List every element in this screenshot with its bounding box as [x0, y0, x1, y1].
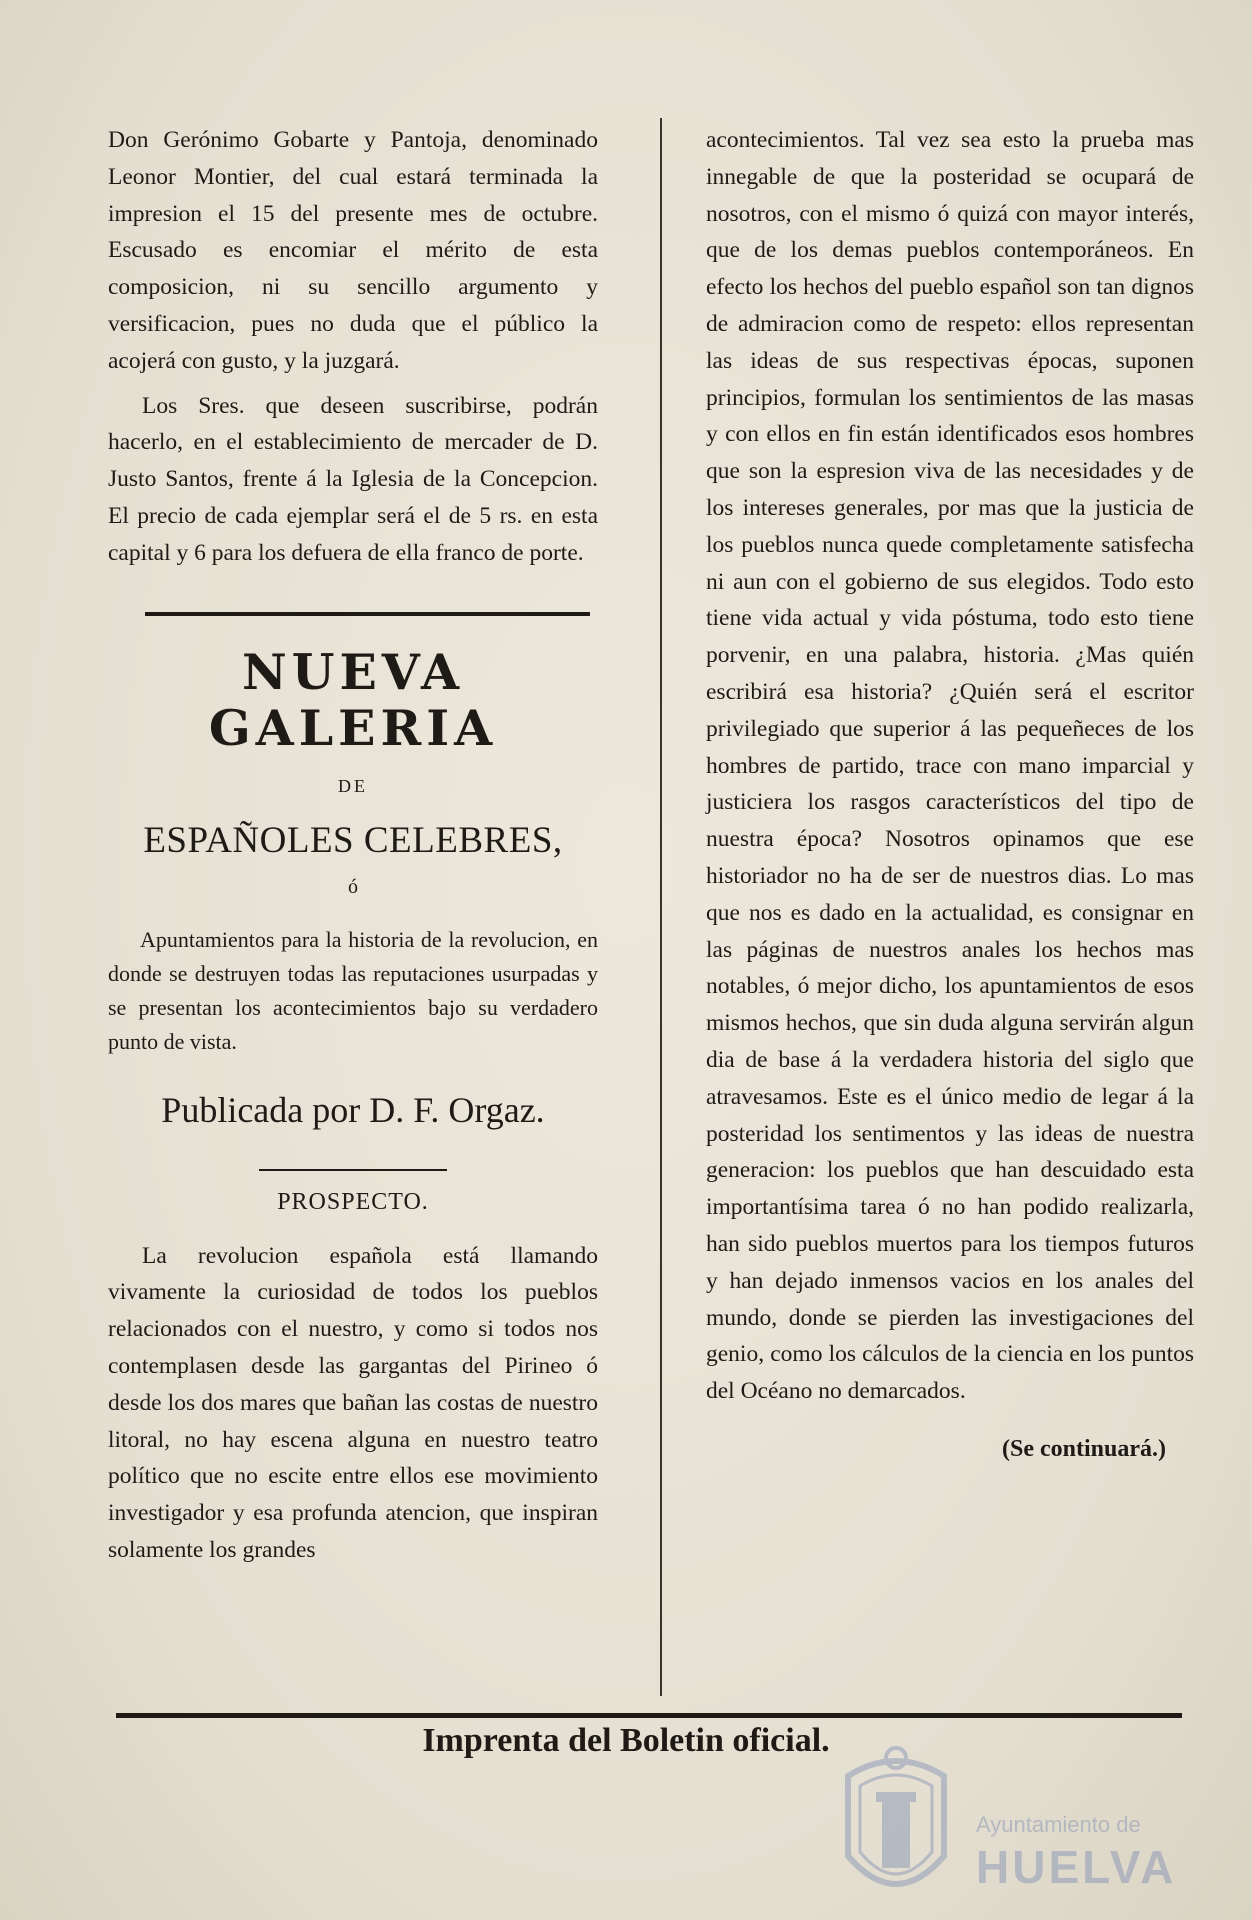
right-paragraph-1: acontecimientos. Tal vez sea esto la prueba mas innegable de que la posteridad se ocupará de nosotros, con el mismo ó quizá con mayor interés, que de los demas pueblos contemporáneos. En efecto los hechos del pueblo español son tan dignos de admiracion como de respeto: ellos representan las ideas de sus respectivas épocas, suponen principios, formulan los sentimientos de las masas y con ellos en fin están identificados esos hombres que son la espresion viva de las necesidades y de los intereses generales, por mas que la justicia de los pueblos nunca quede completamente satisfecha ni aun con el gobierno de sus elegidos. Todo esto tiene vida actual y vida póstuma, todo esto tiene porvenir, en una palabra, historia. ¿Mas quién escribirá esa historia? ¿Quién será el escritor privilegiado que superior á las pequeñeces de los hombres de partido, trace con mano imparcial y justiciera los rasgos característicos del tipo de nuestra época? Nosotros opinamos que ese historiador no ha de ser de nuestros dias. Lo mas que nos es dado en la actualidad, es consignar en las páginas de nuestros anales los hechos mas notables, ó mejor dicho, los apuntamientos de esos mismos hechos, que sin duda alguna servirán algun dia de base á la verdadera historia del siglo que atravesamos. Este es el único medio de legar á la posteridad los sentimentos y las ideas de nuestra generacion: los pueblos que han descuidado esta importantísima tarea ó no han podido realizarla, han sido pueblos muertos para los tiempos futuros y han dejado inmensos vacios en los anales del mundo, donde se pierden las investigaciones del genio, como los cálculos de la ciencia en los puntos del Océano no demarcados. — [706, 127, 1194, 1405]
prospecto-paragraph: La revolucion española está llamando vivamente la curiosidad de todos los pueblos relacionados con el nuestro, y como si todos nos contemplasen desde las gargantas del Pirineo ó desde los dos mares que bañan las costas de nuestro litoral, no hay escena alguna en nuestro teatro político que no escite entre ellos ese movimiento investigador y esa profunda atencion, que inspiran solamente los grandes — [108, 1242, 598, 1563]
prospecto-divider — [259, 1169, 447, 1171]
left-paragraph-1: Don Gerónimo Gobarte y Pantoja, denominado Leonor Montier, del cual estará terminada la impresion el 15 del presente mes de octubre. Escusado es encomiar el mérito de esta composicion, ni su sencillo argumento y versificacion, pues no duda que el público la acojerá con gusto, y la juzgará. — [108, 127, 598, 374]
footer-divider — [116, 1713, 1182, 1718]
heading-conjunction: ó — [348, 875, 358, 898]
subtitle-description: Apuntamientos para la historia de la revolucion, en donde se destruyen todas las reputaciones usurpadas y se presentan los acontecimientos bajo su verdadero punto de vista. — [108, 926, 598, 1054]
section-subheading: ESPAÑOLES CELEBRES, — [143, 819, 563, 861]
continuation-note: (Se continuará.) — [1002, 1435, 1166, 1462]
watermark-line-2: HUELVA — [976, 1841, 1177, 1893]
section-divider — [145, 612, 590, 616]
left-column — [108, 122, 598, 1569]
column-divider — [660, 118, 662, 1696]
archive-watermark — [836, 1736, 1182, 1918]
section-heading: NUEVA GALERIA — [208, 642, 498, 757]
huelva-coat-of-arms-icon — [836, 1736, 956, 1914]
watermark-line-1: Ayuntamiento de — [976, 1812, 1141, 1837]
imprint-line: Imprenta del Boletin oficial. — [422, 1722, 830, 1759]
left-paragraph-2: Los Sres. que deseen suscribirse, podrán hacerlo, en el establecimiento de mercader de D. Justo Santos, frente á la Iglesia de la Concepcion. El precio de cada ejemplar será el de 5 rs. en esta capital y 6 para los defuera de ella franco de porte. — [108, 392, 598, 566]
right-column — [706, 122, 1194, 1463]
prospecto-title: PROSPECTO. — [277, 1188, 429, 1215]
heading-connector: DE — [338, 775, 368, 796]
publisher-line: Publicada por D. F. Orgaz. — [161, 1089, 545, 1130]
